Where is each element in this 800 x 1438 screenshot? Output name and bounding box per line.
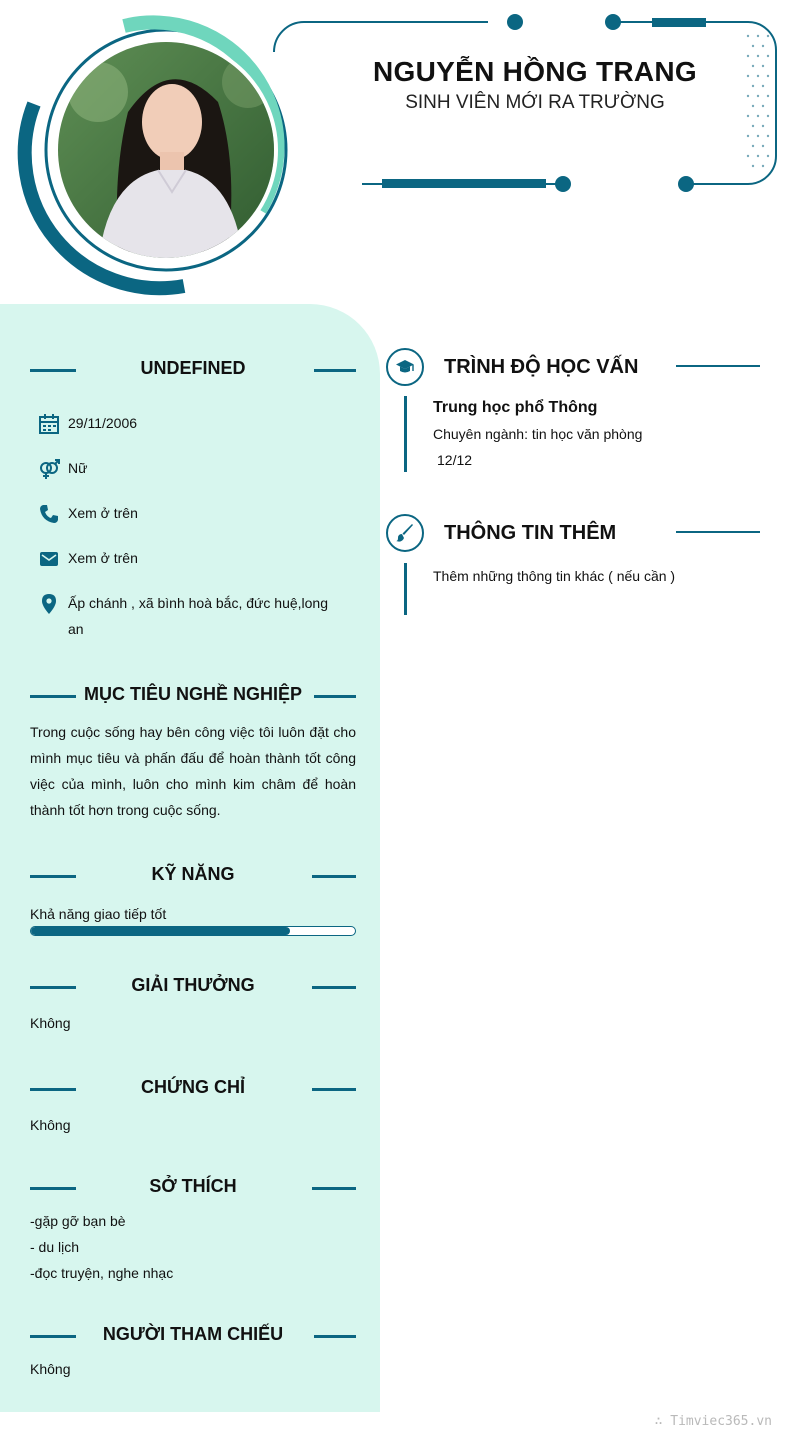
address-value: Ấp chánh , xã bình hoà bắc, đức huệ,long an (68, 595, 329, 637)
brush-icon (395, 523, 415, 543)
education-grade: 12/12 (437, 452, 473, 468)
education-heading: TRÌNH ĐỘ HỌC VẤN (386, 348, 760, 388)
gender-icon (38, 458, 60, 480)
graduation-cap-icon (395, 357, 415, 377)
phone-value: Xem ở trên (68, 505, 138, 521)
location-icon (38, 593, 60, 615)
education-divider (404, 396, 407, 472)
hobby-item: -đọc truyện, nghe nhạc (30, 1265, 174, 1281)
education-major: Chuyên ngành: tin học văn phòng (433, 426, 643, 442)
hobby-item: -gặp gỡ bạn bè (30, 1213, 126, 1229)
education-school: Trung học phổ Thông (433, 399, 598, 416)
phone-icon (38, 503, 60, 525)
profile-photo (54, 38, 278, 262)
objective-heading: MỤC TIÊU NGHỀ NGHIỆP (30, 684, 356, 708)
cv-header (0, 0, 800, 300)
email-value: Xem ở trên (68, 550, 138, 566)
gender-value: Nữ (68, 460, 88, 476)
extra-info-text: Thêm những thông tin khác ( nếu cần ) (433, 568, 676, 584)
skill-level-bar (30, 926, 356, 936)
skill-level-fill (31, 927, 290, 935)
skill-name: Khả năng giao tiếp tốt (30, 906, 167, 922)
candidate-name: NGUYỄN HỒNG TRANG (373, 56, 697, 87)
extra-info-divider (404, 563, 407, 615)
birthday-value: 29/11/2006 (68, 415, 138, 431)
hobby-item: - du lịch (30, 1239, 80, 1255)
references-text: Không (30, 1361, 71, 1377)
skills-heading: KỸ NĂNG (30, 864, 356, 888)
email-icon (38, 548, 60, 570)
certificates-text: Không (30, 1117, 71, 1133)
awards-text: Không (30, 1015, 71, 1031)
hobbies-heading: SỞ THÍCH (30, 1176, 356, 1200)
candidate-role: SINH VIÊN MỚI RA TRƯỜNG (405, 92, 665, 113)
profile-photo-frame (14, 14, 304, 304)
extra-info-heading: THÔNG TIN THÊM (386, 514, 760, 554)
references-heading: NGƯỜI THAM CHIẾU (30, 1324, 356, 1348)
personal-info-heading: UNDEFINED (30, 358, 356, 382)
watermark-text: ∴ Timviec365.vn (654, 1414, 772, 1429)
calendar-icon (38, 413, 60, 435)
objective-text: Trong cuộc sống hay bên công việc tôi luôn đặt cho mình mục tiêu và phấn đấu để hoàn thành tốt công việc của mình, luôn cho mình kim châm để hoàn thành tốt hơn trong cuộc sống. (30, 724, 356, 818)
certificates-heading: CHỨNG CHỈ (30, 1077, 356, 1101)
awards-heading: GIẢI THƯỞNG (30, 975, 356, 999)
